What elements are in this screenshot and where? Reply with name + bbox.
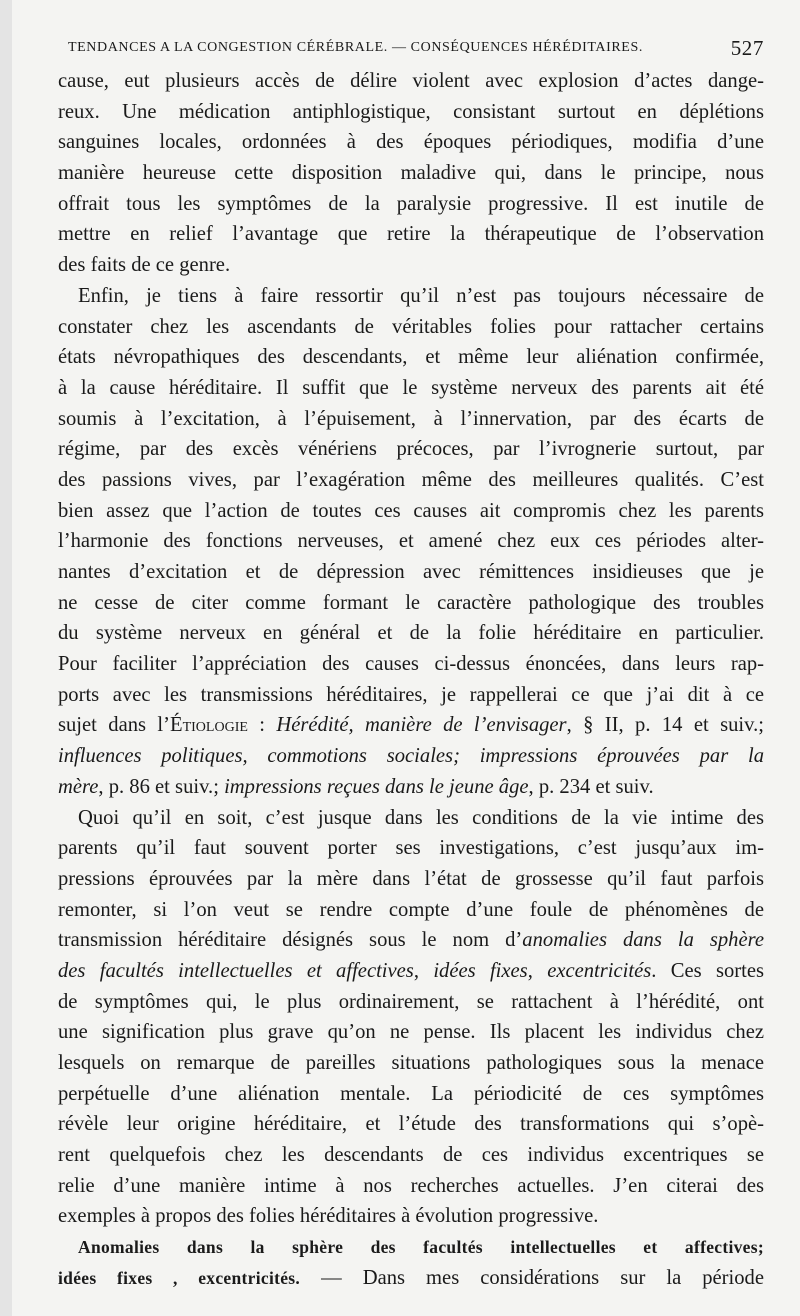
italic-term: idées fixes	[433, 959, 528, 982]
text-line: pressions éprouvées par la mère dans l’état de grossesse qu’il faut parfois	[58, 867, 764, 890]
small-caps-reference: Étiologie	[170, 714, 248, 737]
text-line: des faits de ce genre.	[58, 254, 231, 277]
text-run: ,	[413, 959, 434, 982]
text-run: , p. 234 et suiv.	[528, 775, 654, 798]
text-line: offrait tous les symptômes de la paralysie progressive. Il est inutile de	[58, 192, 764, 215]
section-text: — Dans mes considérations sur la période	[300, 1266, 764, 1289]
text-line: ne cesse de citer comme formant le caractère pathologique des troubles	[58, 591, 764, 614]
text-line: états névropathiques des descendants, et même leur aliénation confirmée,	[58, 346, 764, 369]
section-heading: Anomalies dans la sphère des facultés intellectuelles et affectives;	[78, 1237, 764, 1258]
italic-reference: mère	[58, 775, 99, 798]
text-run: , p. 86 et suiv.;	[98, 775, 225, 798]
text-line: cause, eut plusieurs accès de délire violent avec explosion d’actes dange-	[58, 70, 764, 92]
text-line: sanguines locales, ordonnées à des époques périodiques, modifia d’une	[58, 131, 764, 154]
text-line: Quoi qu’il en soit, c’est jusque dans les conditions de la vie intime des	[78, 806, 764, 829]
text-line: manière heureuse cette disposition maladive qui, dans le principe, nous	[58, 162, 764, 185]
text-line: soumis à l’excitation, à l’épuisement, à l’innervation, par des écarts de	[58, 407, 764, 430]
text-line	[58, 925, 764, 956]
text-line: ports avec les transmissions héréditaires, je rappellerai ce que j’ai dit à ce	[58, 683, 764, 706]
text-run: :	[247, 714, 277, 737]
text-line: une signification plus grave qu’on ne pense. Ils placent les individus chez	[58, 1021, 764, 1044]
text-line: révèle leur origine héréditaire, et l’étude des transformations qui s’opè-	[58, 1113, 764, 1136]
text-line-italic: influences politiques, commotions sociales; impressions éprouvées par la	[58, 745, 764, 768]
text-run: . Ces sortes	[651, 959, 764, 982]
text-line: constater chez les ascendants de véritables folies pour rattacher certains	[58, 315, 764, 338]
text-line: rent quelquefois chez les descendants de ces individus excentriques se	[58, 1144, 764, 1167]
text-line: Enfin, je tiens à faire ressortir qu’il n’est pas toujours nécessaire de	[78, 284, 764, 307]
text-line: l’harmonie des fonctions nerveuses, et amené chez eux ces périodes alter-	[58, 530, 764, 553]
text-line	[58, 710, 764, 741]
text-line: parents qu’il faut souvent porter ses investigations, c’est jusqu’aux im-	[58, 837, 764, 860]
text-line: Pour faciliter l’appréciation des causes ci-dessus énoncées, dans leurs rap-	[58, 653, 764, 676]
text-line: du système nerveux en général et de la folie héréditaire en particulier.	[58, 622, 764, 645]
text-line: perpétuelle d’une aliénation mentale. La périodicité de ces symptômes	[58, 1082, 764, 1105]
italic-term: anomalies dans la sphère	[522, 929, 764, 952]
italic-reference: Hérédité, manière de l’envisager	[276, 714, 567, 737]
section-heading-continued	[58, 1263, 764, 1294]
italic-term: des facultés intellectuelles et affectives	[58, 959, 414, 982]
text-run: ,	[527, 959, 548, 982]
text-line: bien assez que l’action de toutes ces causes ait compromis chez les parents	[58, 499, 764, 522]
text-line: relie d’une manière intime à nos recherches actuelles. J’en citerai des	[58, 1174, 764, 1197]
text-line: de symptômes qui, le plus ordinairement, se rattachent à l’hérédité, ont	[58, 990, 764, 1013]
italic-reference: impressions reçues dans le jeune âge	[224, 775, 529, 798]
text-line: exemples à propos des folies héréditaires à évolution progressive.	[58, 1205, 599, 1228]
text-line: régime, par des excès vénériens précoces, par l’ivrognerie surtout, par	[58, 438, 764, 461]
running-title: TENDANCES A LA CONGESTION CÉRÉBRALE. — CONSÉQUENCES HÉRÉDITAIRES.	[68, 40, 643, 55]
text-line: nantes d’excitation et de dépression avec rémittences insidieuses que je	[58, 561, 764, 583]
page-header	[60, 36, 764, 64]
section-heading-tail: idées fixes , excentricités.	[58, 1267, 301, 1288]
text-run: , § II, p. 14 et suiv.;	[566, 714, 764, 737]
text-line	[58, 772, 764, 803]
text-line: remonter, si l’on veut se rendre compte d’une foule de phénomènes de	[58, 898, 764, 921]
body-text	[58, 66, 764, 1294]
text-run: transmission héréditaire désignés sous le nom d’	[58, 929, 523, 952]
text-line: mettre en relief l’avantage que retire la thérapeutique de l’observation	[58, 223, 764, 246]
text-line: à la cause héréditaire. Il suffit que le système nerveux des parents ait été	[58, 376, 764, 399]
text-line: des passions vives, par l’exagération même des meilleures qualités. C’est	[58, 468, 764, 491]
text-line	[58, 956, 764, 987]
text-line: reux. Une médication antiphlogistique, consistant surtout en déplétions	[58, 100, 764, 123]
page-number: 527	[730, 36, 764, 60]
book-page	[12, 0, 800, 1316]
text-run: sujet dans l’	[58, 714, 171, 737]
text-line: lesquels on remarque de pareilles situations pathologiques sous la menace	[58, 1052, 764, 1074]
italic-term: excentricités	[547, 959, 652, 982]
